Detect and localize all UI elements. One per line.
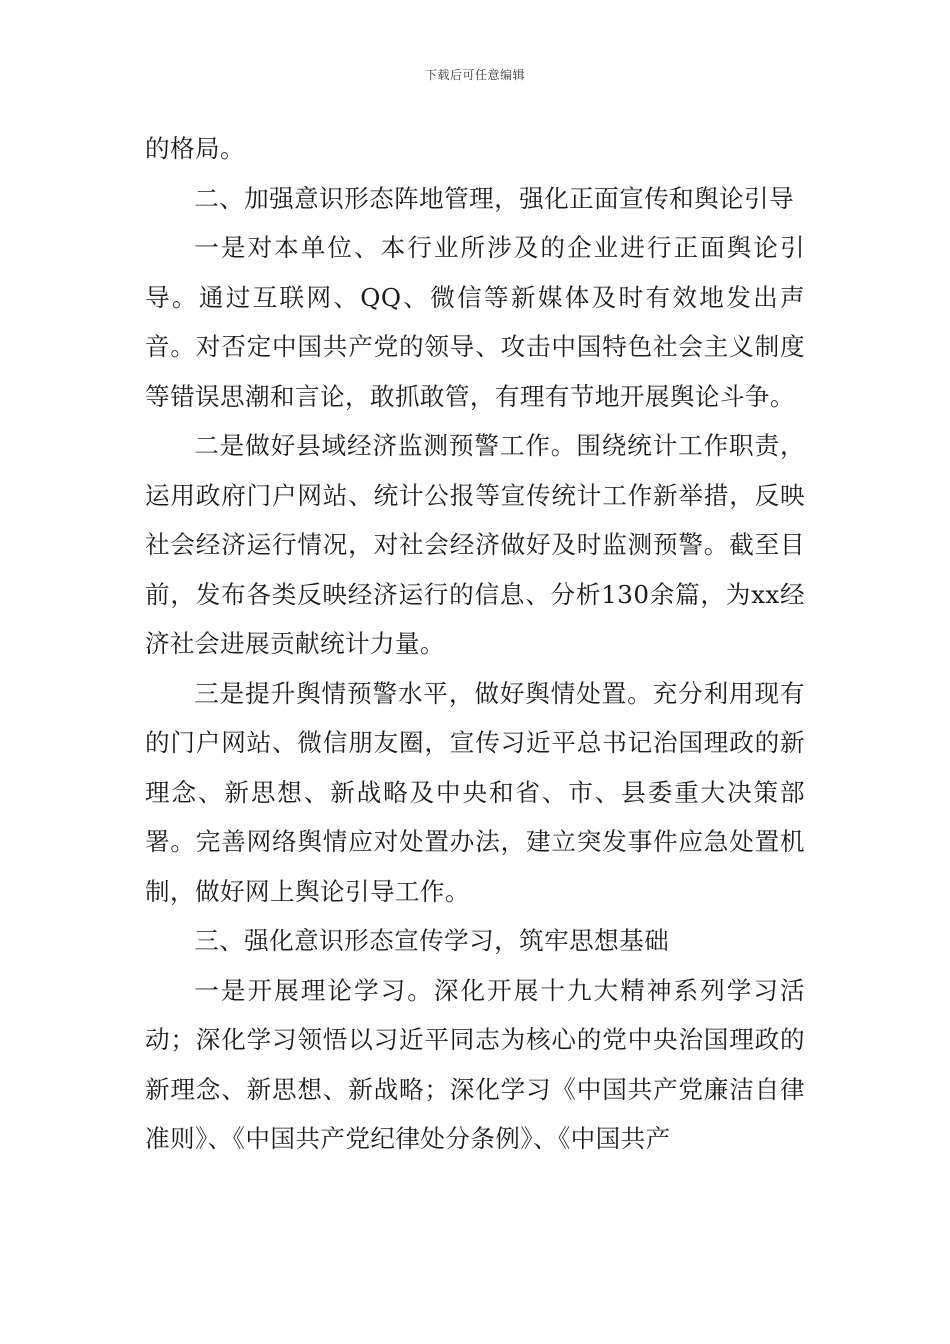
section-heading: 二、加强意识形态阵地管理，强化正面宣传和舆论引导 [194,183,795,213]
paragraph: 一是对本单位、本行业所涉及的企业进行正面舆论引导。通过互联网、QQ、微信等新媒体及时有效地发出声音。对否定中国共产党的领导、攻击中国特色社会主义制度等错误思潮和言论，敢抓敢管，有理有节地开展舆论斗争。 [145,233,805,411]
paragraph: 一是开展理论学习。深化开展十九大精神系列学习活动；深化学习领悟以习近平同志为核心的党中央治国理政的新理念、新思想、新战略；深化学习《中国共产党廉洁自律准则》、《中国共产党纪律处分条例》、《中国共产 [145,975,805,1153]
paragraph: 的格局。 [145,134,245,163]
section-heading: 三、强化意识形态宣传学习，筑牢思想基础 [194,926,670,955]
page-header: 下载后可任意编辑 [424,68,525,82]
paragraph: 二是做好县域经济监测预警工作。围绕统计工作职责，运用政府门户网站、统计公报等宣传统计工作新举措，反映社会经济运行情况，对社会经济做好及时监测预警。截至目前，发布各类反映经济运行的信息、分析130余篇，为xx经济社会进展贡献统计力量。 [145,431,805,658]
paragraph: 三是提升舆情预警水平，做好舆情处置。充分利用现有的门户网站、微信朋友圈，宣传习近平总书记治国理政的新理念、新思想、新战略及中央和省、市、县委重大决策部署。完善网络舆情应对处置办法，建立突发事件应急处置机制，做好网上舆论引导工作。 [145,678,805,906]
document-body [145,124,805,1164]
